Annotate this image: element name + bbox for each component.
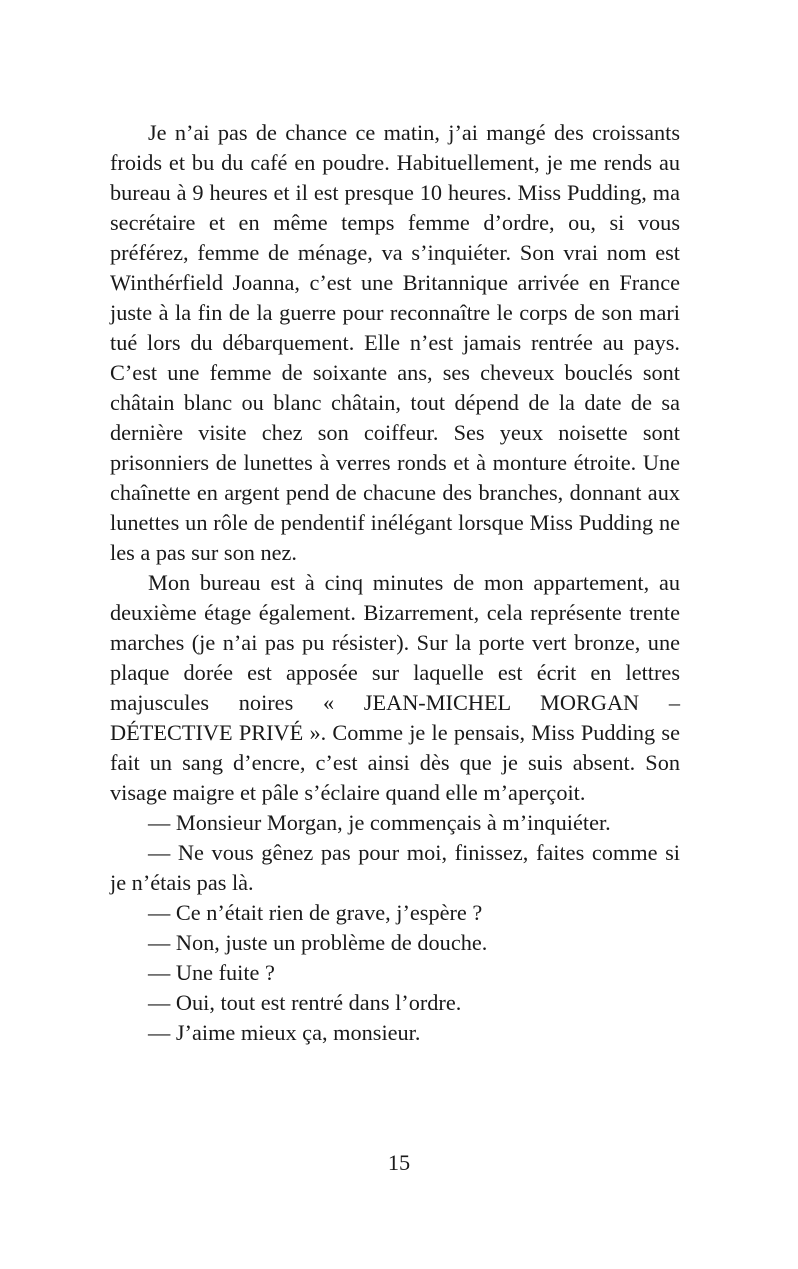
- paragraph-1: Je n’ai pas de chance ce matin, j’ai mangé des croissants froids et bu du café en poudre. Habituellement, je me rends au bureau à 9 heures et il est presque 10 heures. Miss Pudding, ma secrétaire et en même temps femme d’ordre, ou, si vous préférez, femme de ménage, va s’inquiéter. Son vrai nom est Winthérfield Joanna, c’est une Britannique arrivée en France juste à la fin de la guerre pour reconnaître le corps de son mari tué lors du débarquement. Elle n’est jamais rentrée au pays. C’est une femme de soixante ans, ses cheveux bouclés sont châtain blanc ou blanc châtain, tout dépend de la date de sa dernière visite chez son coiffeur. Ses yeux noisette sont prisonniers de lunettes à verres ronds et à monture étroite. Une chaînette en argent pend de chacune des branches, donnant aux lunettes un rôle de pendentif inélégant lorsque Miss Pudding ne les a pas sur son nez.: [110, 120, 680, 565]
- dialogue-line-2: — Ne vous gênez pas pour moi, finissez, faites comme si je n’étais pas là.: [110, 840, 680, 895]
- dialogue-line-4: — Non, juste un problème de douche.: [148, 930, 488, 955]
- dialogue-line-5: — Une fuite ?: [148, 960, 275, 985]
- page-body: [110, 118, 680, 1048]
- dialogue-line-1: — Monsieur Morgan, je commençais à m’inquiéter.: [148, 810, 611, 835]
- page-number: 15: [387, 1150, 411, 1175]
- paragraph-2: Mon bureau est à cinq minutes de mon appartement, au deuxième étage également. Bizarrement, cela représente trente marches (je n’ai pas pu résister). Sur la porte vert bronze, une plaque dorée est apposée sur laquelle est écrit en lettres majuscules noires « JEAN-MICHEL MORGAN – DÉTECTIVE PRIVÉ ». Comme je le pensais, Miss Pudding se fait un sang d’encre, c’est ainsi dès que je suis absent. Son visage maigre et pâle s’éclaire quand elle m’aperçoit.: [110, 570, 680, 805]
- dialogue-line-3: — Ce n’était rien de grave, j’espère ?: [148, 900, 483, 925]
- dialogue-line-6: — Oui, tout est rentré dans l’ordre.: [148, 990, 462, 1015]
- dialogue-line-7: — J’aime mieux ça, monsieur.: [148, 1020, 421, 1045]
